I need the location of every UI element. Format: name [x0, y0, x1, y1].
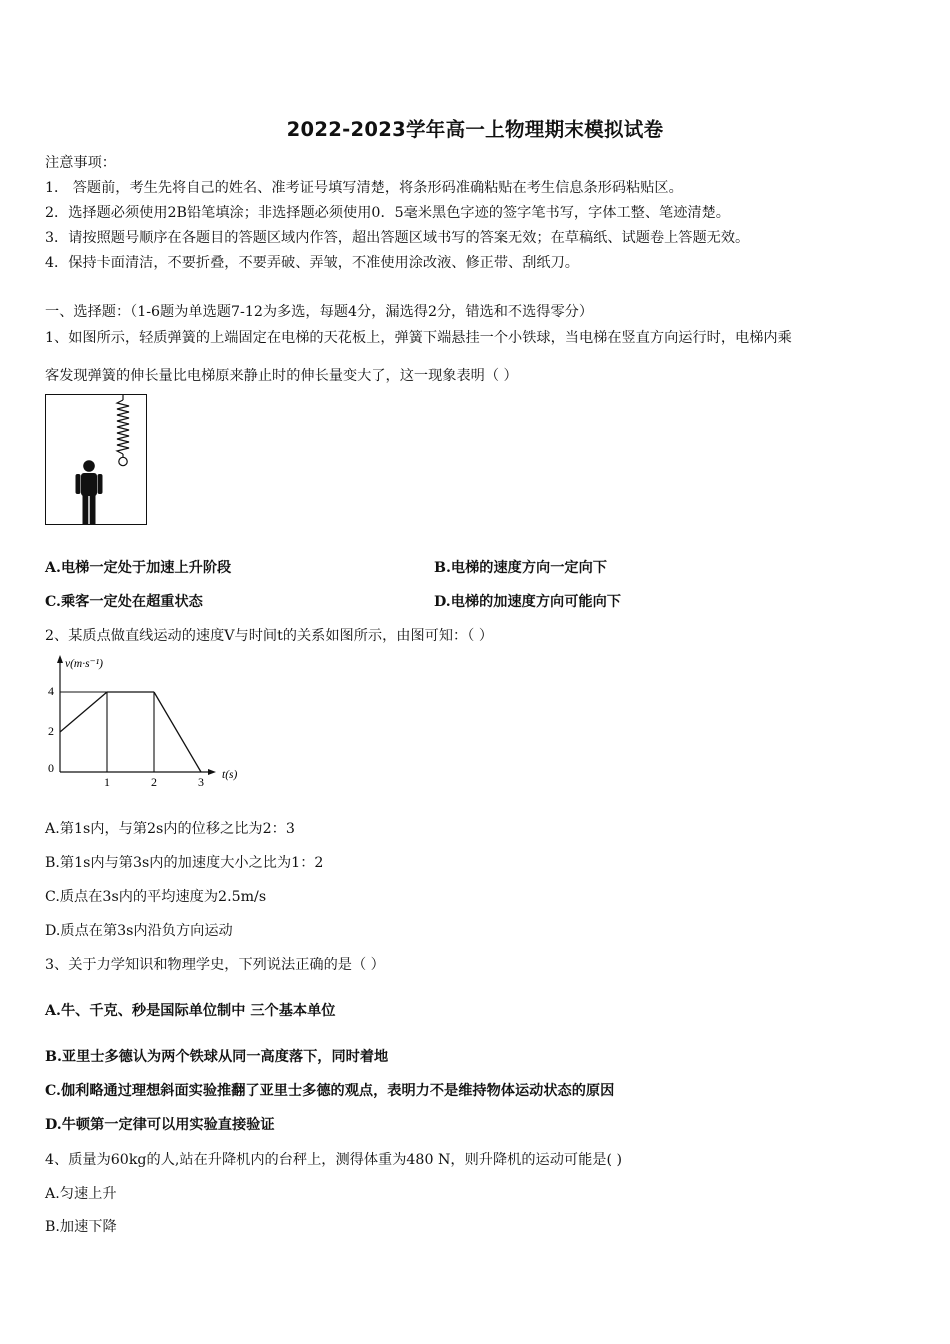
q3-option-c: C.伽利略通过理想斜面实验推翻了亚里士多德的观点，表明力不是维持物体运动状态的原因: [45, 1083, 615, 1099]
x-tick-label-3: 3: [198, 775, 204, 789]
notice-item-3: 3．请按照题号顺序在各题目的答题区域内作答，超出答题区域书写的答案无效；在草稿纸、试题卷上答题无效。: [45, 230, 750, 246]
x-tick-label-2: 2: [151, 775, 157, 789]
q2-stem: 2、某质点做直线运动的速度V与时间t的关系如图所示，由图可知：（ ）: [45, 628, 494, 644]
q4-stem: 4、质量为60kg的人,站在升降机内的台秤上，测得体重为480 N，则升降机的运动可能是( ): [45, 1152, 623, 1168]
q1-option-c: C.乘客一定处在超重状态: [45, 594, 203, 610]
notice-item-2: 2．选择题必须使用2B铅笔填涂；非选择题必须使用0．5毫米黑色字迹的签字笔书写，字体工整、笔迹清楚。: [45, 205, 730, 221]
spring-and-passenger-illustration: [46, 395, 146, 524]
q2-option-b: B.第1s内与第3s内的加速度大小之比为1：2: [45, 855, 324, 871]
vt-line-segment-3: [154, 692, 201, 772]
y-axis: [57, 655, 63, 772]
notice-item-4: 4．保持卡面清洁，不要折叠，不要弄破、弄皱，不准使用涂改液、修正带、刮纸刀。: [45, 255, 579, 271]
q2-option-c: C.质点在3s内的平均速度为2.5m/s: [45, 889, 267, 905]
q1-option-d: D.电梯的加速度方向可能向下: [434, 594, 621, 610]
velocity-time-chart: [40, 652, 250, 792]
y-tick-label-0: 0: [48, 761, 54, 775]
page-title: 2022-2023学年高一上物理期末模拟试卷: [286, 118, 664, 141]
q3-option-d: D.牛顿第一定律可以用实验直接验证: [45, 1117, 275, 1133]
q1-option-b: B.电梯的速度方向一定向下: [434, 560, 607, 576]
q2-option-a: A.第1s内，与第2s内的位移之比为2：3: [45, 821, 295, 837]
y-axis-label: v(m·s⁻¹): [65, 658, 103, 670]
x-tick-label-1: 1: [104, 775, 110, 789]
passenger-icon: [76, 460, 103, 524]
notice-heading: 注意事项：: [45, 155, 116, 171]
vt-line-segment-1: [60, 692, 107, 732]
y-tick-label-4: 4: [48, 684, 54, 698]
elevator-figure: [45, 394, 147, 525]
x-axis-label: t(s): [222, 769, 238, 781]
q4-option-a: A.匀速上升: [45, 1186, 117, 1202]
notice-item-1: 1． 答题前，考生先将自己的姓名、准考证号填写清楚，将条形码准确粘贴在考生信息条形码粘贴区。: [45, 180, 683, 196]
q4-option-b: B.加速下降: [45, 1219, 117, 1235]
section-heading: 一、选择题：（1-6题为单选题7-12为多选，每题4分，漏选得2分，错选和不选得零分）: [45, 304, 594, 320]
spring-icon: [117, 395, 129, 466]
q3-option-a: A.牛、千克、秒是国际单位制中 三个基本单位: [45, 1003, 336, 1019]
y-tick-label-2: 2: [48, 724, 54, 738]
q1-option-a: A.电梯一定处于加速上升阶段: [45, 560, 232, 576]
q1-stem-line2: 客发现弹簧的伸长量比电梯原来静止时的伸长量变大了，这一现象表明（ ）: [45, 368, 518, 384]
q1-stem-line1: 1、如图所示，轻质弹簧的上端固定在电梯的天花板上，弹簧下端悬挂一个小铁球，当电梯在竖直方向运行时，电梯内乘: [45, 330, 792, 346]
q3-stem: 3、关于力学知识和物理学史，下列说法正确的是（ ）: [45, 957, 385, 973]
q3-option-b: B.亚里士多德认为两个铁球从同一高度落下，同时着地: [45, 1049, 389, 1065]
q2-option-d: D.质点在第3s内沿负方向运动: [45, 923, 233, 939]
x-axis: [60, 769, 216, 775]
